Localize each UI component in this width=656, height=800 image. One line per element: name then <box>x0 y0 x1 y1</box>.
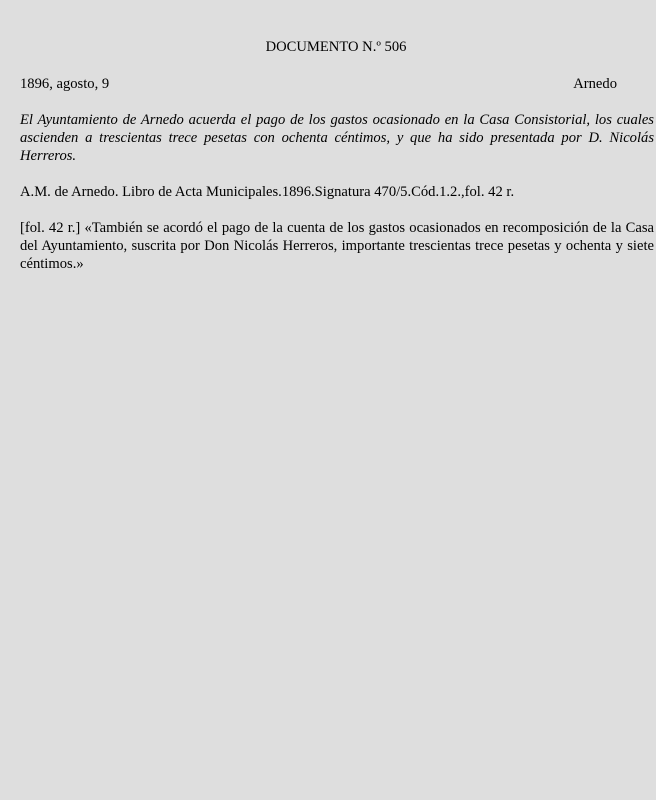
document-transcription: [fol. 42 r.] «También se acordó el pago de la cuenta de los gastos ocasionados en recomposición de la Casa del Ayuntamiento, suscrita por Don Nicolás Herreros, importante trescientas trece pesetas y ochenta y siete céntimos.» <box>20 220 654 272</box>
document-place: Arnedo <box>573 76 617 92</box>
document-date: 1896, agosto, 9 <box>20 76 110 92</box>
archival-source: A.M. de Arnedo. Libro de Acta Municipales.1896.Signatura 470/5.Cód.1.2.,fol. 42 r. <box>20 184 515 200</box>
document-summary: El Ayuntamiento de Arnedo acuerda el pago de los gastos ocasionado en la Casa Consistorial, los cuales ascienden a trescientas trece pesetas con ochenta céntimos, y que ha sido presentada por D. Nicolás Herreros. <box>20 112 654 164</box>
document-page <box>20 38 654 273</box>
date-place-line <box>20 75 654 93</box>
document-title: DOCUMENTO N.º 506 <box>265 39 407 55</box>
